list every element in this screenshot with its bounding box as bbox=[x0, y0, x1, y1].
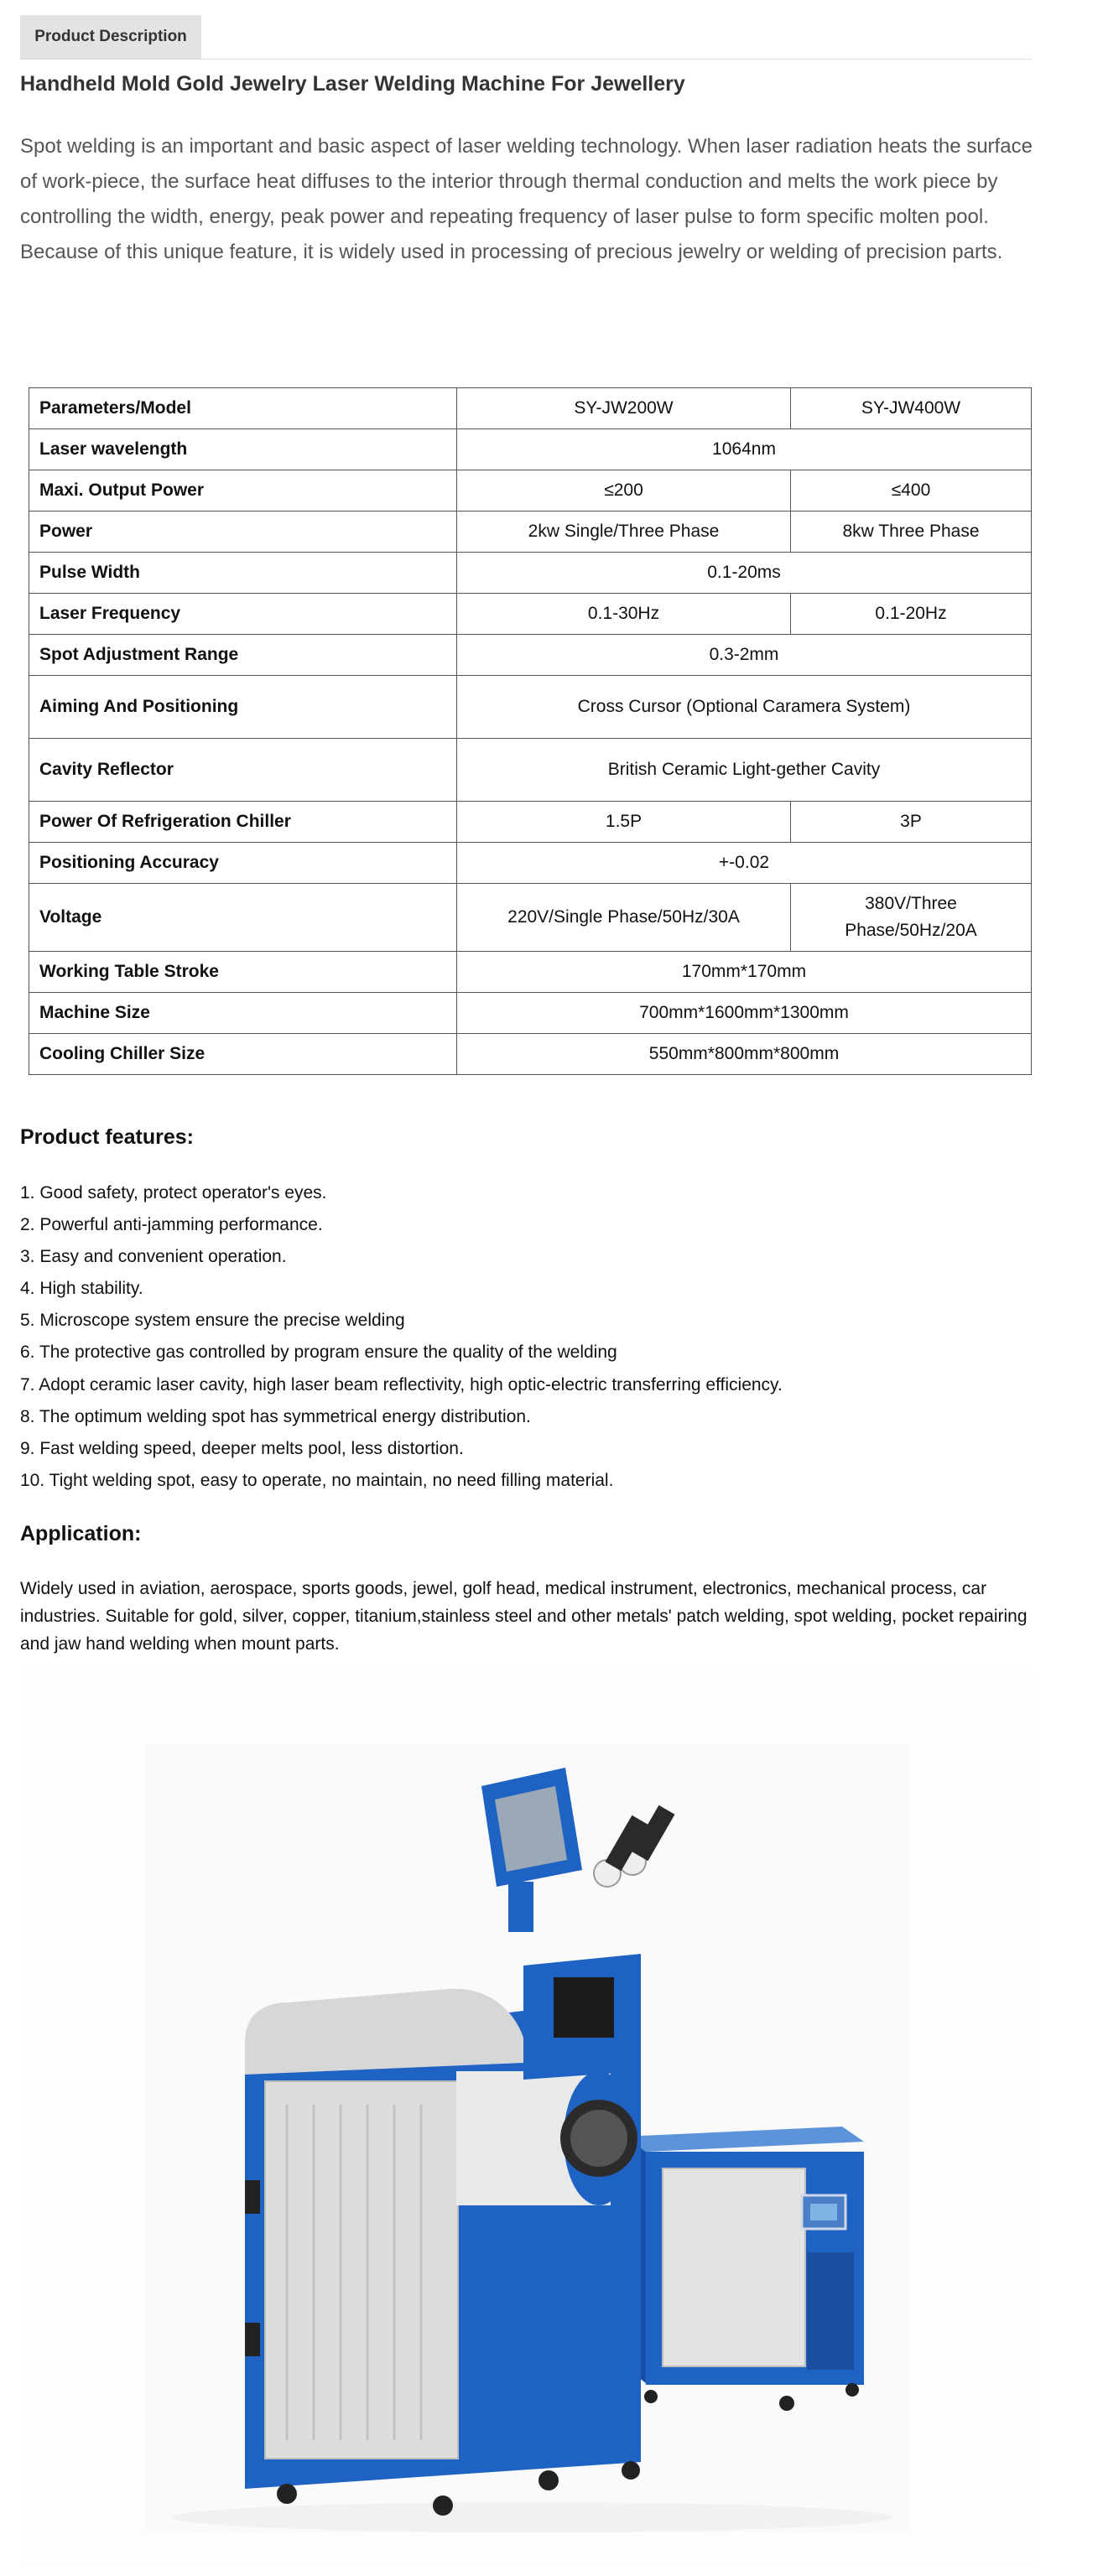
spec-value: British Ceramic Light-gether Cavity bbox=[457, 739, 1032, 802]
spec-value: 2kw Single/Three Phase bbox=[457, 512, 791, 553]
spec-value: 0.1-20Hz bbox=[791, 594, 1032, 635]
spec-value: 700mm*1600mm*1300mm bbox=[457, 993, 1032, 1034]
table-row bbox=[29, 594, 1032, 635]
intro-text bbox=[20, 129, 1035, 270]
table-row bbox=[29, 512, 1032, 553]
spec-value: ≤400 bbox=[791, 470, 1032, 512]
spec-value: ≤200 bbox=[457, 470, 791, 512]
table-row bbox=[29, 884, 1032, 952]
spec-model-b: SY-JW400W bbox=[791, 388, 1032, 429]
spec-value: 170mm*170mm bbox=[457, 952, 1032, 993]
list-item: 1. Good safety, protect operator's eyes. bbox=[20, 1183, 327, 1202]
table-row bbox=[29, 676, 1032, 739]
list-item: 8. The optimum welding spot has symmetrical energy distribution. bbox=[20, 1406, 531, 1426]
tab-product-description[interactable]: Product Description bbox=[20, 15, 201, 59]
spec-key: Parameters/Model bbox=[29, 388, 457, 429]
table-row bbox=[29, 843, 1032, 884]
spec-value: 550mm*800mm*800mm bbox=[457, 1034, 1032, 1075]
list-item: 10. Tight welding spot, easy to operate, no maintain, no need filling material. bbox=[20, 1470, 614, 1490]
spec-key: Laser Frequency bbox=[29, 594, 457, 635]
spec-key: Aiming And Positioning bbox=[29, 676, 457, 739]
spec-key: Maxi. Output Power bbox=[29, 470, 457, 512]
spec-model-a: SY-JW200W bbox=[457, 388, 791, 429]
table-row bbox=[29, 553, 1032, 594]
spec-table bbox=[29, 387, 1032, 1075]
spec-value: Cross Cursor (Optional Caramera System) bbox=[457, 676, 1032, 739]
spec-value: 8kw Three Phase bbox=[791, 512, 1032, 553]
spec-key: Machine Size bbox=[29, 993, 457, 1034]
spec-key: Voltage bbox=[29, 884, 457, 952]
list-item: 2. Powerful anti-jamming performance. bbox=[20, 1215, 323, 1235]
application-text: Widely used in aviation, aerospace, sports goods, jewel, golf head, medical instrument, electronics, mechanical process, car industries. Suitable for gold, silver, copper, titanium,stainless steel and other metals' patch welding, spot welding, pocket repairing and jaw hand welding when mount parts. bbox=[20, 1579, 1028, 1654]
list-item: 6. The protective gas controlled by program ensure the quality of the welding bbox=[20, 1343, 617, 1363]
spec-value: 3P bbox=[791, 802, 1032, 843]
table-row bbox=[29, 802, 1032, 843]
spec-key: Power Of Refrigeration Chiller bbox=[29, 802, 457, 843]
spec-value: 1.5P bbox=[457, 802, 791, 843]
list-item: 5. Microscope system ensure the precise welding bbox=[20, 1311, 405, 1331]
tab-bar bbox=[20, 15, 1032, 60]
table-row bbox=[29, 388, 1032, 429]
spec-key: Pulse Width bbox=[29, 553, 457, 594]
intro-paragraph: Because of this unique feature, it is widely used in processing of precious jewelry or welding of precision parts. bbox=[20, 241, 1003, 263]
table-row bbox=[29, 470, 1032, 512]
features-list bbox=[20, 1177, 783, 1497]
list-item: 7. Adopt ceramic laser cavity, high laser beam reflectivity, high optic-electric transferring efficiency. bbox=[20, 1374, 783, 1394]
spec-key: Spot Adjustment Range bbox=[29, 635, 457, 676]
laser-welding-machine-photo bbox=[20, 1669, 1035, 2566]
spec-value: 0.3-2mm bbox=[457, 635, 1032, 676]
spec-key: Cooling Chiller Size bbox=[29, 1034, 457, 1075]
table-row bbox=[29, 952, 1032, 993]
spec-value: 0.1-30Hz bbox=[457, 594, 791, 635]
table-row bbox=[29, 429, 1032, 470]
table-row bbox=[29, 635, 1032, 676]
list-item: 9. Fast welding speed, deeper melts pool, less distortion. bbox=[20, 1438, 464, 1458]
spec-key: Working Table Stroke bbox=[29, 952, 457, 993]
product-title: Handheld Mold Gold Jewelry Laser Welding Machine For Jewellery bbox=[20, 72, 685, 96]
chiller-unit bbox=[624, 2127, 864, 2411]
spec-value: +-0.02 bbox=[457, 843, 1032, 884]
list-item: 4. High stability. bbox=[20, 1279, 143, 1299]
features-heading: Product features: bbox=[20, 1125, 194, 1149]
table-row bbox=[29, 739, 1032, 802]
intro-paragraph: Spot welding is an important and basic aspect of laser welding technology. When laser radiation heats the surface of work-piece, the surface heat diffuses to the interior through thermal conduction and melts the work piece by controlling the width, energy, peak power and repeating frequency of laser pulse to form specific molten pool. bbox=[20, 135, 1033, 228]
spec-value: 1064nm bbox=[457, 429, 1032, 470]
table-row bbox=[29, 1034, 1032, 1075]
table-row bbox=[29, 993, 1032, 1034]
spec-value: 0.1-20ms bbox=[457, 553, 1032, 594]
list-item: 3. Easy and convenient operation. bbox=[20, 1247, 287, 1267]
spec-key: Power bbox=[29, 512, 457, 553]
spec-key: Positioning Accuracy bbox=[29, 843, 457, 884]
application-heading: Application: bbox=[20, 1522, 142, 1545]
spec-value: 220V/Single Phase/50Hz/30A bbox=[457, 884, 791, 952]
spec-value: 380V/Three Phase/50Hz/20A bbox=[791, 884, 1032, 952]
spec-key: Laser wavelength bbox=[29, 429, 457, 470]
spec-key: Cavity Reflector bbox=[29, 739, 457, 802]
